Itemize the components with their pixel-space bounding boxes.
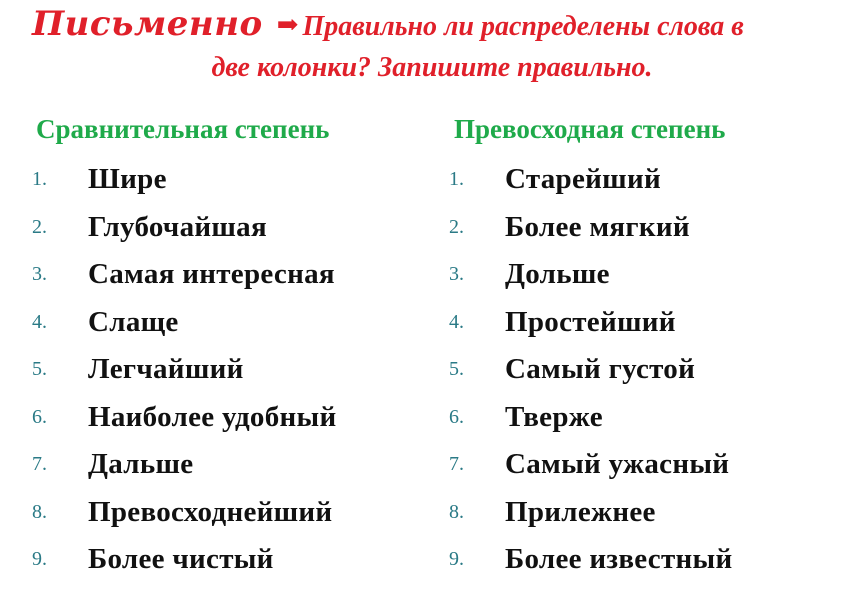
- item-number: 3.: [32, 263, 47, 286]
- title-instruction-line2: две колонки? Запишите правильно.: [211, 52, 653, 83]
- item-number: 7.: [32, 453, 47, 476]
- list-item: [449, 346, 732, 394]
- list-item: [449, 441, 732, 489]
- item-word: Самый ужасный: [505, 448, 730, 481]
- item-word: Более мягкий: [505, 210, 690, 243]
- right-column-list: [449, 156, 732, 584]
- list-item: [449, 536, 732, 584]
- list-item: [449, 299, 732, 347]
- list-item: [449, 204, 732, 252]
- left-column-header: Сравнительная степень: [36, 114, 330, 144]
- right-column-header: Превосходная степень: [454, 114, 726, 144]
- item-word: Самый густой: [505, 353, 696, 386]
- item-word: Самая интересная: [88, 258, 335, 291]
- item-word: Прилежнее: [505, 495, 656, 528]
- list-item: [32, 156, 336, 204]
- list-item: [32, 489, 336, 537]
- list-item: [32, 204, 336, 252]
- list-item: [32, 346, 336, 394]
- list-item: [449, 489, 732, 537]
- item-word: Слаще: [88, 305, 179, 338]
- item-number: 7.: [449, 453, 464, 476]
- item-number: 1.: [32, 168, 47, 191]
- item-number: 5.: [449, 358, 464, 381]
- item-number: 9.: [32, 548, 47, 571]
- arrow-right-icon: ➡: [276, 10, 299, 40]
- item-number: 6.: [32, 405, 47, 428]
- item-number: 8.: [449, 500, 464, 523]
- item-word: Глубочайшая: [88, 210, 267, 243]
- list-item: [32, 251, 336, 299]
- list-item: [449, 394, 732, 442]
- item-number: 4.: [449, 310, 464, 333]
- item-word: Более чистый: [88, 543, 274, 576]
- item-number: 8.: [32, 500, 47, 523]
- item-number: 5.: [32, 358, 47, 381]
- item-word: Дольше: [505, 258, 610, 291]
- title-instruction: Правильно ли распределены слова в: [302, 11, 744, 42]
- item-word: Шире: [88, 163, 167, 196]
- item-word: Более известный: [505, 543, 733, 576]
- item-number: 2.: [449, 215, 464, 238]
- item-word: Легчайший: [88, 353, 244, 386]
- list-item: [449, 156, 732, 204]
- list-item: [32, 299, 336, 347]
- list-item: [449, 251, 732, 299]
- item-word: Наиболее удобный: [88, 400, 337, 433]
- item-word: Тверже: [505, 400, 603, 433]
- title-main: Письменно: [32, 4, 263, 44]
- item-number: 2.: [32, 215, 47, 238]
- item-word: Дальше: [88, 448, 194, 481]
- item-number: 9.: [449, 548, 464, 571]
- item-number: 3.: [449, 263, 464, 286]
- title: [32, 4, 852, 44]
- item-word: Превосходнейший: [88, 495, 333, 528]
- list-item: [32, 441, 336, 489]
- left-column-list: [32, 156, 336, 584]
- list-item: [32, 536, 336, 584]
- item-word: Простейший: [505, 305, 676, 338]
- item-word: Старейший: [505, 163, 661, 196]
- item-number: 1.: [449, 168, 464, 191]
- list-item: [32, 394, 336, 442]
- item-number: 6.: [449, 405, 464, 428]
- item-number: 4.: [32, 310, 47, 333]
